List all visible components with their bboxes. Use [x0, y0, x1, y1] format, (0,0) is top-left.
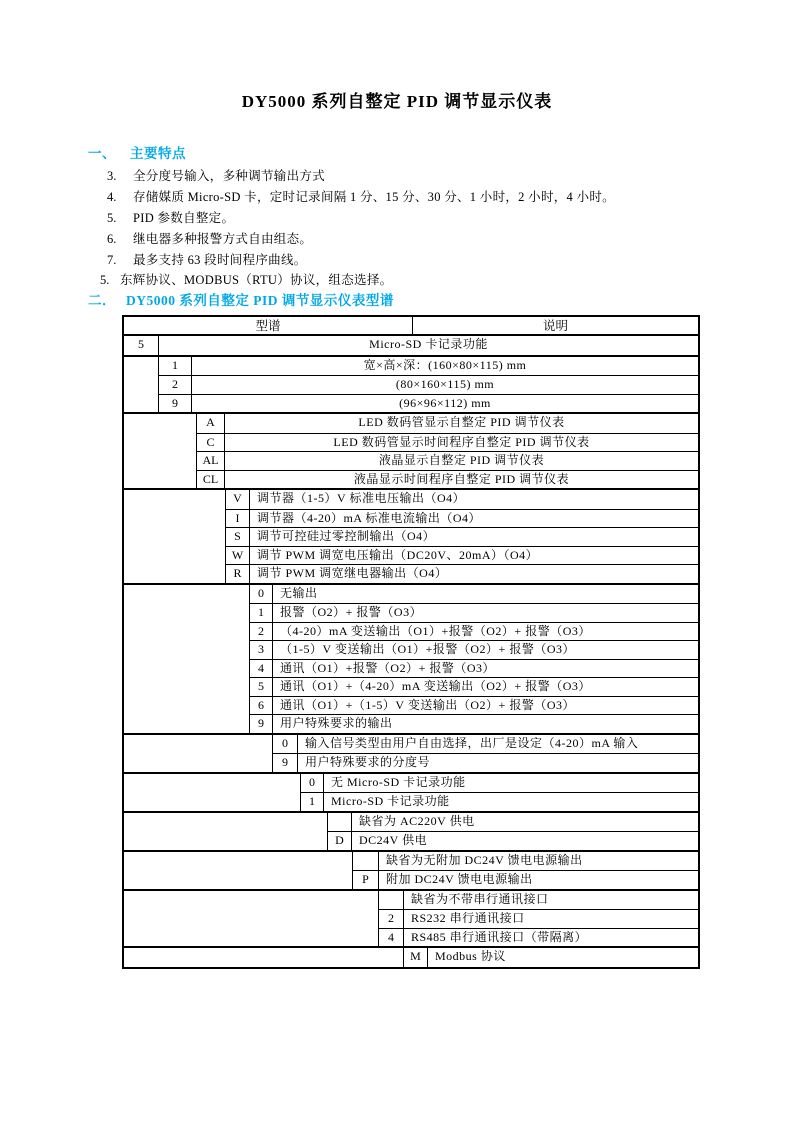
description-cell: 调节器（1-5）V 标准电压输出（O4） [257, 491, 466, 505]
model-code-cell: 6 [250, 697, 273, 715]
spectrum-group [124, 488, 698, 583]
model-code-cell: 5 [250, 678, 273, 696]
column-header-description: 说明 [542, 319, 568, 333]
table-row [226, 490, 698, 509]
description-cell: (96×96×112) mm [399, 395, 491, 410]
description-cell: LED 数码管显示自整定 PID 调节仪表 [358, 415, 565, 429]
model-code-cell: W [226, 547, 250, 565]
description-cell: 用户特殊要求的输出 [280, 716, 393, 730]
features-list [100, 166, 794, 289]
table-row [159, 375, 698, 394]
column-header-model-spectrum: 型谱 [124, 317, 413, 334]
model-code-cell [328, 813, 352, 832]
spectrum-group [124, 889, 698, 947]
model-code-cell: I [226, 510, 250, 528]
model-code-cell: M [404, 948, 428, 967]
feature-number: 4. [107, 190, 117, 204]
description-cell: （4-20）mA 变送输出（O1）+报警（O2）+ 报警（O3） [280, 623, 591, 638]
table-header-row [124, 317, 698, 336]
merged-empty-cell [124, 852, 353, 889]
table-row [379, 891, 698, 910]
description-cell: 缺省为不带串行通讯接口 [411, 891, 549, 906]
description-cell: 缺省为无附加 DC24V 馈电电源输出 [386, 852, 583, 867]
table-row [273, 753, 698, 772]
table-row [159, 357, 698, 376]
table-row [301, 792, 698, 811]
model-code-cell: P [353, 871, 379, 889]
table-row [250, 714, 698, 733]
description-cell: 报警（O2）+ 报警（O3） [280, 605, 423, 619]
spectrum-group [124, 355, 698, 413]
description-cell: （1-5）V 变送输出（O1）+报警（O2）+ 报警（O3） [280, 642, 575, 656]
description-cell: Micro-SD 卡记录功能 [369, 337, 488, 351]
table-row [226, 546, 698, 565]
model-code-cell: 1 [301, 793, 324, 811]
model-code-cell: V [226, 490, 250, 509]
description-cell: (80×160×115) mm [395, 377, 495, 391]
description-cell: 宽×高×深：(160×80×115) mm [363, 357, 527, 372]
model-code-cell: 4 [379, 929, 404, 947]
model-code-cell: AL [197, 452, 225, 470]
feature-item [107, 166, 794, 187]
feature-item [107, 187, 794, 208]
spectrum-group [124, 336, 698, 355]
table-row [159, 394, 698, 413]
description-cell: DC24V 供电 [359, 833, 428, 847]
table-row [250, 603, 698, 622]
table-row [328, 813, 698, 832]
feature-text: 全分度号输入，多种调节输出方式 [133, 169, 326, 183]
description-cell: 调节 PWM 调宽电压输出（DC20V、20mA）（O4） [257, 547, 539, 562]
description-cell: 通讯（O1）+（1-5）V 变送输出（O2）+ 报警（O3） [280, 697, 575, 712]
model-code-cell: 4 [250, 660, 273, 678]
feature-item [107, 208, 794, 229]
table-row [250, 696, 698, 715]
feature-text: PID 参数自整定。 [133, 211, 235, 225]
feature-number: 6. [107, 232, 117, 246]
section-2-heading [88, 289, 794, 309]
feature-text: 存储媒质 Micro-SD 卡，定时记录间隔 1 分、15 分、30 分、1 小时，2 小时，4 小时。 [133, 190, 615, 204]
table-row [197, 414, 698, 433]
feature-number: 5. [100, 273, 110, 287]
description-cell: LED 数码管显示时间程序自整定 PID 调节仪表 [333, 434, 590, 449]
table-row [197, 433, 698, 452]
spectrum-group [124, 583, 698, 733]
model-code-cell: 3 [250, 641, 273, 659]
merged-empty-cell [124, 414, 197, 488]
feature-text: 东辉协议、MODBUS（RTU）协议，组态选择。 [120, 273, 393, 287]
section-1-title: 主要特点 [130, 146, 186, 161]
model-code-cell: 1 [250, 604, 273, 622]
spectrum-group [124, 811, 698, 850]
description-cell: 缺省为 AC220V 供电 [359, 813, 475, 828]
table-row [197, 470, 698, 489]
model-code-cell [353, 852, 379, 871]
feature-number: 7. [107, 253, 117, 267]
section-1-number: 一、 [88, 146, 116, 161]
description-cell: 调节可控硅过零控制输出（O4） [257, 529, 436, 543]
table-row [379, 928, 698, 947]
merged-empty-cell [124, 813, 328, 850]
table-row [250, 677, 698, 696]
model-spectrum-table [122, 315, 700, 969]
merged-empty-cell [124, 490, 226, 583]
table-row [273, 735, 698, 754]
model-code-cell: R [226, 565, 250, 583]
model-code-cell: 9 [273, 754, 298, 772]
section-2-title: DY5000 系列自整定 PID 调节显示仪表型谱 [126, 293, 394, 308]
description-cell: 液晶显示时间程序自整定 PID 调节仪表 [353, 471, 570, 486]
description-cell: 用户特殊要求的分度号 [305, 755, 431, 769]
description-cell: RS485 串行通讯接口（带隔离） [411, 929, 588, 944]
spectrum-group [124, 733, 698, 772]
feature-item [100, 271, 794, 289]
section-1-heading [88, 142, 794, 162]
model-code-cell: 9 [159, 395, 192, 413]
merged-empty-cell [124, 585, 250, 733]
table-row [379, 909, 698, 928]
table-row [124, 336, 698, 355]
model-code-cell: S [226, 528, 250, 546]
model-code-cell: 2 [159, 376, 192, 394]
description-cell: 无输出 [280, 585, 318, 600]
merged-empty-cell [124, 891, 379, 947]
model-code-cell: 5 [124, 336, 159, 355]
table-row [353, 870, 698, 889]
model-code-cell: 1 [159, 357, 192, 376]
model-code-cell: 0 [273, 735, 298, 754]
table-row [301, 774, 698, 793]
description-cell: 无 Micro-SD 卡记录功能 [331, 774, 466, 789]
description-cell: RS232 串行通讯接口 [411, 911, 525, 925]
table-row [250, 659, 698, 678]
description-cell: 附加 DC24V 馈电电源输出 [386, 872, 533, 886]
feature-item [107, 229, 794, 250]
model-code-cell: A [197, 414, 225, 433]
table-row [226, 509, 698, 528]
page-title: DY5000 系列自整定 PID 调节显示仪表 [241, 92, 553, 111]
table-row [250, 640, 698, 659]
description-cell: Micro-SD 卡记录功能 [331, 794, 450, 808]
spectrum-group [124, 850, 698, 889]
model-code-cell: D [328, 832, 352, 850]
feature-number: 5. [107, 211, 117, 225]
table-row [328, 831, 698, 850]
model-code-cell: 0 [250, 585, 273, 604]
description-cell: 输入信号类型由用户自由选择，出厂是设定（4-20）mA 输入 [305, 735, 639, 750]
table-row [250, 622, 698, 641]
merged-empty-cell [124, 948, 404, 967]
model-code-cell [379, 891, 404, 910]
feature-item [107, 250, 794, 271]
model-code-cell: 0 [301, 774, 324, 793]
description-cell: 液晶显示自整定 PID 调节仪表 [378, 453, 545, 467]
table-row [250, 585, 698, 604]
spectrum-group [124, 412, 698, 488]
section-2-number: 二． [88, 293, 116, 308]
table-row [226, 564, 698, 583]
description-cell: Modbus 协议 [435, 949, 506, 963]
merged-empty-cell [124, 774, 301, 811]
spectrum-group [124, 946, 698, 967]
table-row [197, 451, 698, 470]
feature-number: 3. [107, 169, 117, 183]
merged-empty-cell [124, 357, 159, 413]
spectrum-group [124, 772, 698, 811]
table-row [226, 527, 698, 546]
model-code-cell: CL [197, 471, 225, 489]
description-cell: 调节器（4-20）mA 标准电流输出（O4） [257, 510, 482, 525]
model-code-cell: 2 [379, 910, 404, 928]
merged-empty-cell [124, 735, 273, 772]
model-code-cell: 2 [250, 623, 273, 641]
description-cell: 调节 PWM 调宽继电器输出（O4） [257, 566, 448, 580]
description-cell: 通讯（O1）+报警（O2）+ 报警（O3） [280, 660, 496, 675]
feature-text: 继电器多种报警方式自由组态。 [133, 232, 313, 246]
description-cell: 通讯（O1）+（4-20）mA 变送输出（O2）+ 报警（O3） [280, 679, 591, 693]
model-code-cell: 9 [250, 715, 273, 733]
feature-text: 最多支持 63 段时间程序曲线。 [133, 253, 307, 267]
model-code-cell: C [197, 434, 225, 452]
table-row [353, 852, 698, 871]
table-row [404, 948, 698, 967]
